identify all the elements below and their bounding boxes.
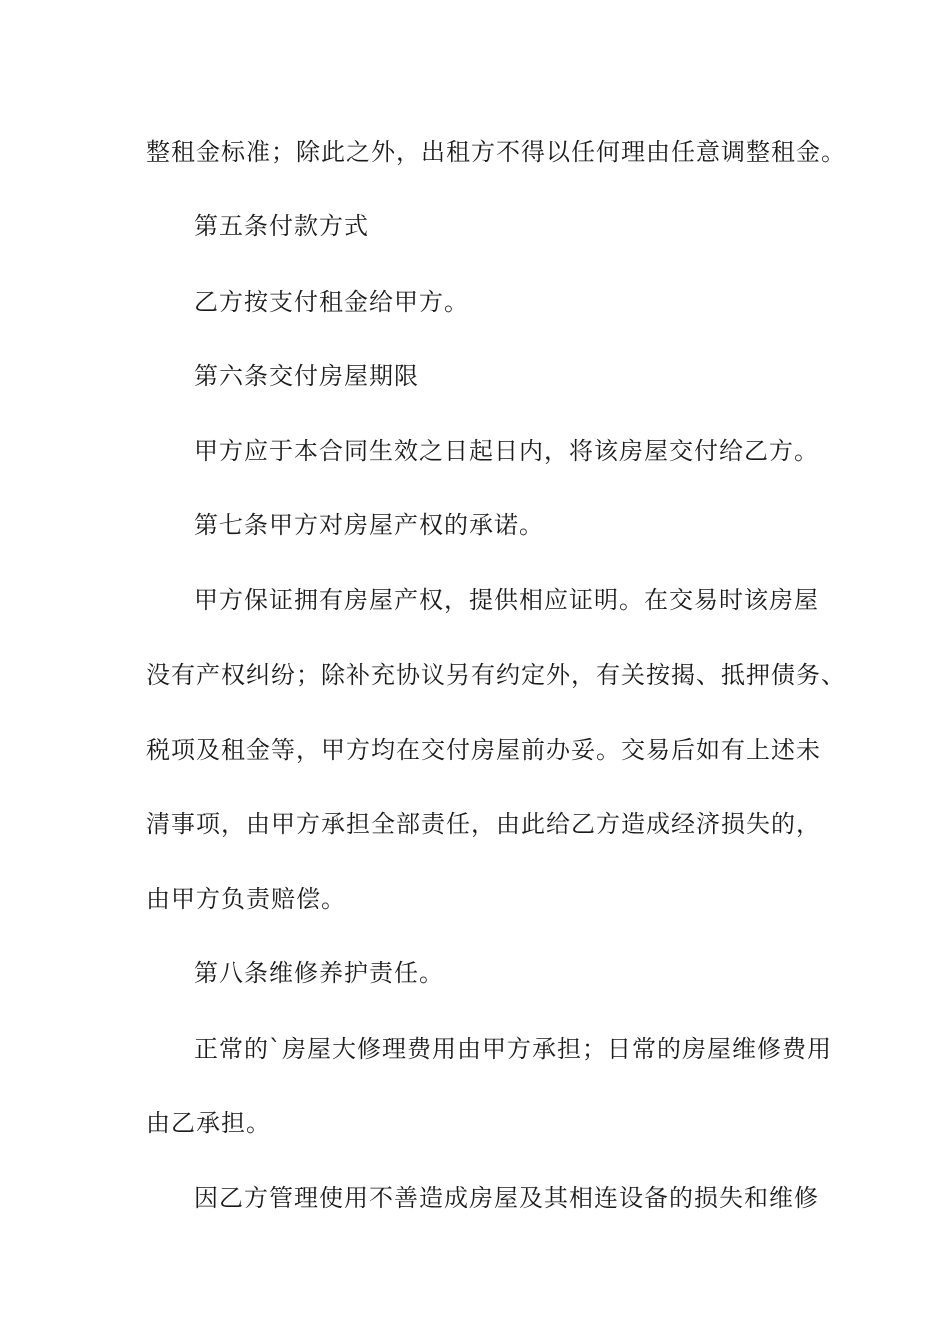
text-line-maintenance-2: 由乙承担。: [146, 1109, 271, 1137]
text-line-property-rights-1: 甲方保证拥有房屋产权，提供相应证明。在交易时该房屋: [194, 586, 819, 614]
text-line-property-rights-5: 由甲方负责赔偿。: [146, 885, 346, 913]
heading-article-5-payment: 第五条付款方式: [194, 212, 369, 240]
text-line-payment: 乙方按支付租金给甲方。: [194, 288, 469, 316]
text-line-maintenance-1: 正常的`房屋大修理费用由甲方承担；日常的房屋维修费用: [194, 1035, 832, 1063]
text-line-property-rights-2: 没有产权纠纷；除补充协议另有约定外，有关按揭、抵押债务、: [146, 661, 846, 689]
heading-article-8-maintenance: 第八条维修养护责任。: [194, 959, 444, 987]
text-line-property-rights-4: 清事项，由甲方承担全部责任，由此给乙方造成经济损失的，: [146, 810, 821, 838]
text-line-delivery: 甲方应于本合同生效之日起日内，将该房屋交付给乙方。: [194, 437, 819, 465]
text-line-property-rights-3: 税项及租金等，甲方均在交付房屋前办妥。交易后如有上述未: [146, 736, 821, 764]
text-line-maintenance-3: 因乙方管理使用不善造成房屋及其相连设备的损失和维修: [194, 1184, 819, 1212]
text-line-rent-adjustment-end: 整租金标准；除此之外，出租方不得以任何理由任意调整租金。: [146, 138, 846, 166]
heading-article-7-property-rights: 第七条甲方对房屋产权的承诺。: [194, 511, 544, 539]
heading-article-6-delivery: 第六条交付房屋期限: [194, 362, 419, 390]
